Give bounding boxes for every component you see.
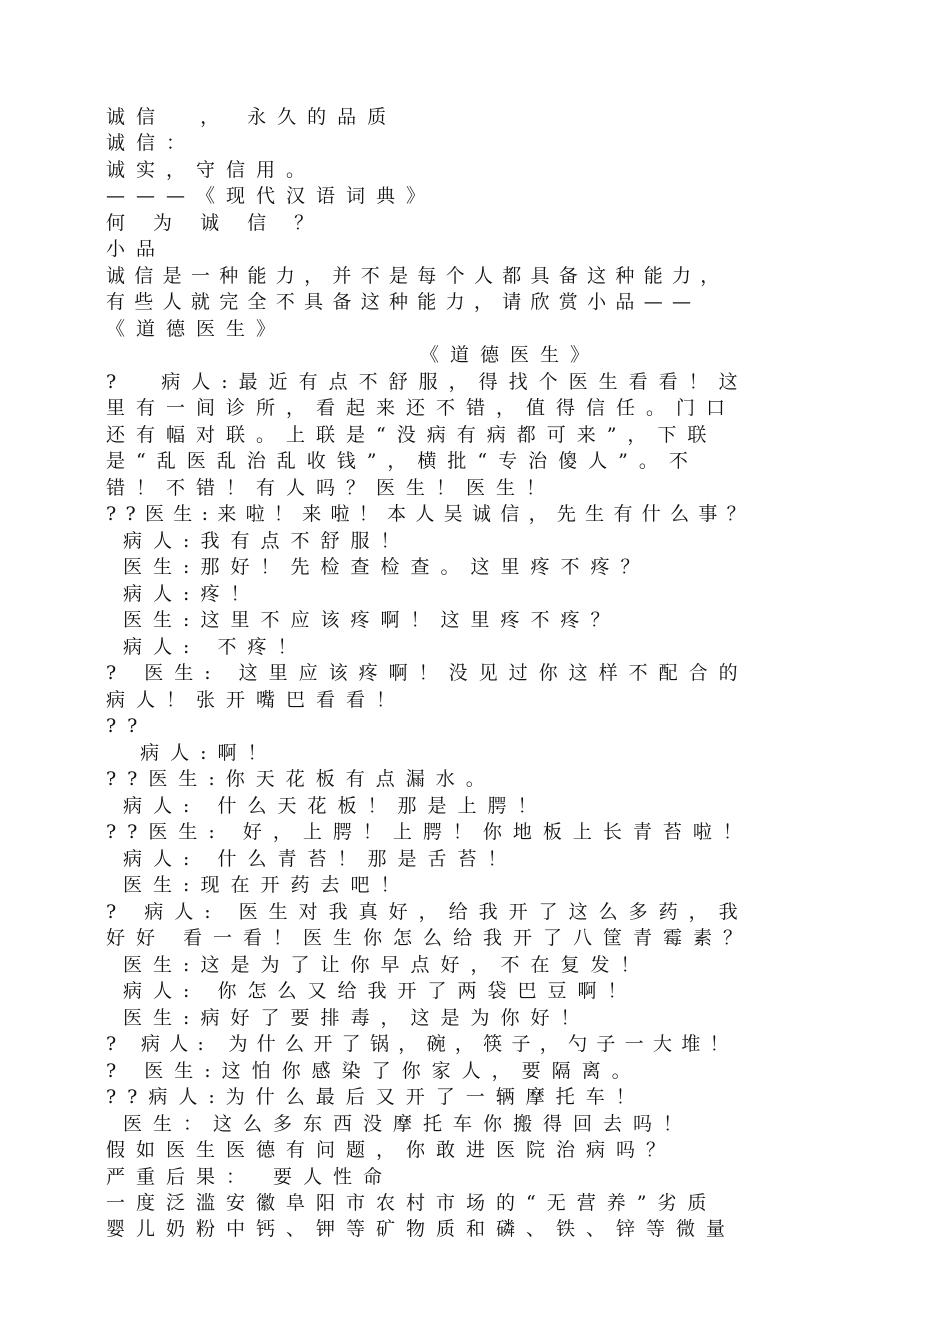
text-line: 小品 — [106, 238, 167, 260]
text-line: 《道德医生》 — [106, 318, 287, 340]
text-line: ? 病人: 医生对我真好，给我开了这么多药，我 — [106, 901, 749, 923]
text-line: ?? — [106, 715, 149, 737]
section-title: 《道德医生》 — [420, 344, 601, 366]
text-line: 医生:这是为了让你早点好，不在复发！ — [106, 954, 651, 976]
text-line: 严重后果： 要人性命 — [106, 1166, 394, 1188]
text-line: 诚信是一种能力，并不是每个人都具备这种能力， — [106, 265, 729, 287]
text-line: ??医生:你天花板有点漏水。 — [106, 768, 496, 790]
text-line: 病人: 不疼！ — [106, 636, 308, 658]
text-line: 医生:现在开药去吧！ — [106, 874, 411, 896]
text-line: 诚信： — [106, 132, 197, 154]
text-line: ??病人:为什么最后又开了一辆摩托车！ — [106, 1086, 646, 1108]
text-line: ??医生:来啦！来啦！本人吴诚信，先生有什么事？ — [106, 503, 755, 525]
text-line: 医生:那好！先检查检查。这里疼不疼？ — [106, 556, 651, 578]
text-line: ? 病人:最近有点不舒服，得找个医生看看！这 — [106, 371, 749, 393]
text-line: 病人: 什么青苔！那是舌苔！ — [106, 848, 518, 870]
text-line: 病人:疼！ — [106, 583, 261, 605]
text-line: 病人: 你怎么又给我开了两袋巴豆啊！ — [106, 980, 638, 1002]
text-line: 医生：这么多东西没摩托车你搬得回去吗！ — [106, 1113, 694, 1135]
text-line: 是“乱医乱治乱收钱”，横批“专治傻人”。不 — [106, 450, 699, 472]
text-line: ———《现代汉语词典》 — [106, 185, 437, 207]
text-line: 诚实，守信用。 — [106, 159, 317, 181]
text-line: ??医生: 好，上腭！上腭！你地板上长青苔啦！ — [106, 821, 753, 843]
text-line: 诚信 ， 永久的品质 — [106, 106, 398, 128]
text-line: 病人！张开嘴巴看看！ — [106, 689, 407, 711]
text-line: 还有幅对联。上联是“没病有病都可来”，下联 — [106, 424, 718, 446]
text-line: 何 为 诚 信 ？ — [106, 212, 325, 234]
text-line: ? 医生:这怕你感染了你家人，要隔离。 — [106, 1060, 642, 1082]
text-line: ? 医生: 这里应该疼啊！没见过你这样不配合的 — [106, 662, 749, 684]
text-line: ? 病人: 为什么开了锅，碗，筷子，勺子一大堆！ — [106, 1033, 738, 1055]
text-line: 婴儿奶粉中钙、钾等矿物质和磷、铁、锌等微量 — [106, 1218, 737, 1240]
text-line: 里有一间诊所，看起来还不错，值得信任。门口 — [106, 397, 737, 419]
text-line: 医生:这里不应该疼啊！这里疼不疼？ — [106, 609, 621, 631]
text-line: 有些人就完全不具备这种能力，请欣赏小品—— — [106, 291, 701, 313]
text-line: 假如医生医德有问题，你敢进医院治病吗？ — [106, 1139, 677, 1161]
text-line: 错！不错！有人吗？医生！医生！ — [106, 477, 557, 499]
text-line: 一度泛滥安徽阜阳市农村市场的“无营养”劣质 — [106, 1192, 718, 1214]
text-line: 病人:我有点不舒服！ — [106, 530, 411, 552]
text-line: 好好 看一看！医生你怎么给我开了八筐青霉素？ — [106, 927, 754, 949]
text-line: 病人:啊！ — [106, 742, 278, 764]
text-line: 病人: 什么天花板！那是上腭！ — [106, 795, 548, 817]
text-line: 医生:病好了要排毒，这是为你好！ — [106, 1007, 591, 1029]
